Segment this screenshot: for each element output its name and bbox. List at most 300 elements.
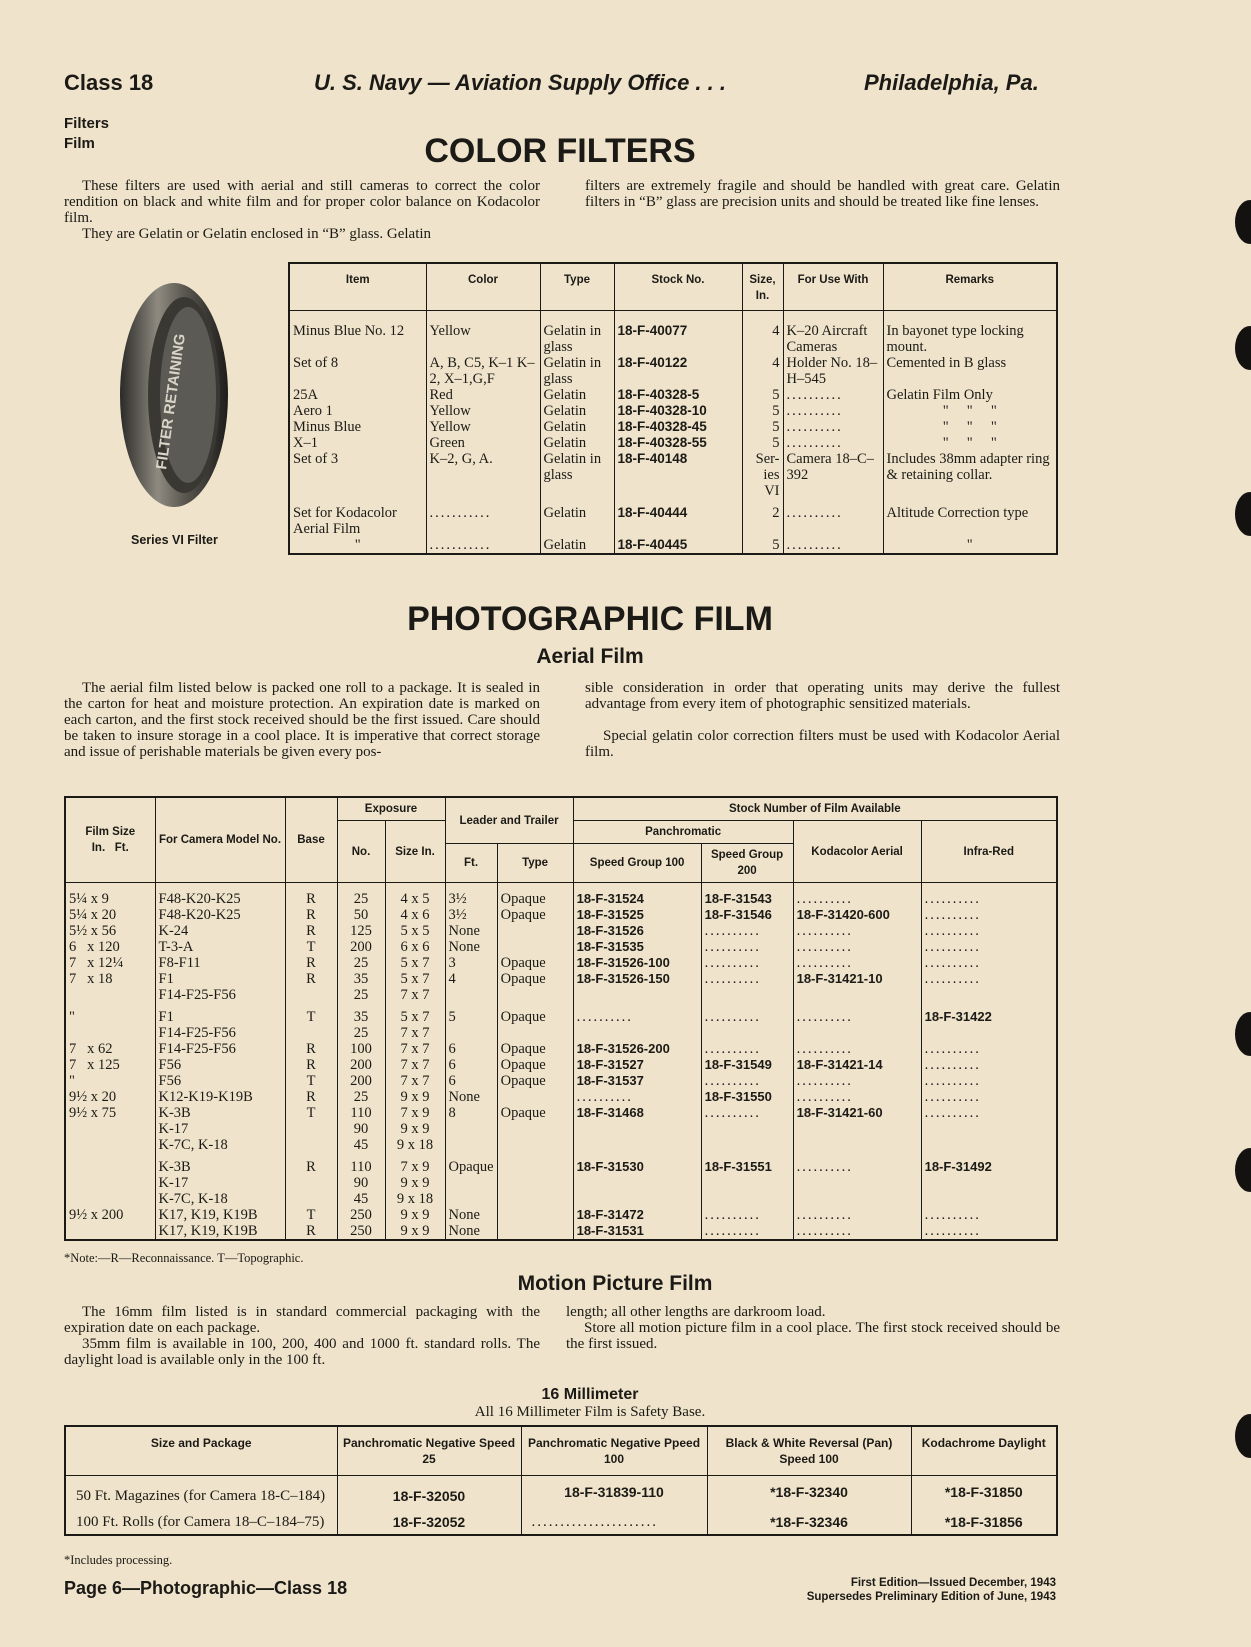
cell-base: R xyxy=(285,923,337,939)
cell-leader-type xyxy=(497,1191,573,1207)
color-filters-table xyxy=(288,262,1058,555)
cell-exposure-size: 9 x 9 xyxy=(385,1223,445,1240)
cell-exposure-no: 110 xyxy=(337,1153,385,1175)
cell-speed100: 18-F-31527 xyxy=(573,1057,701,1073)
table-row xyxy=(65,955,1057,971)
series-vi-filter-image xyxy=(118,280,230,510)
cell-leader-type xyxy=(497,987,573,1003)
cell-item: X–1 xyxy=(289,435,426,451)
section-side-label xyxy=(64,114,109,154)
table-row xyxy=(65,907,1057,923)
cell-size: 6 x 120 xyxy=(65,939,155,955)
cell-stock: 18-F-40445 xyxy=(614,537,742,554)
cell-size xyxy=(65,1137,155,1153)
cell-size: 2 xyxy=(742,499,783,537)
table-row xyxy=(65,1121,1057,1137)
cell-exposure-no: 200 xyxy=(337,1057,385,1073)
cell-base xyxy=(285,1121,337,1137)
table-row xyxy=(65,1137,1057,1153)
cell-camera: K-7C, K-18 xyxy=(155,1137,285,1153)
cell-stock: 18-F-40148 xyxy=(614,451,742,499)
cell-exposure-size: 7 x 7 xyxy=(385,1025,445,1041)
cell-color: ........... xyxy=(426,499,540,537)
cell-color: Yellow xyxy=(426,403,540,419)
cell-type: Gelatin xyxy=(540,499,614,537)
cell-exposure-no: 90 xyxy=(337,1121,385,1137)
cell-infrared: .......... xyxy=(924,1057,981,1073)
cell-speed100: 18-F-31468 xyxy=(573,1105,701,1121)
cell-size: 4 xyxy=(742,311,783,356)
cell-size xyxy=(65,1153,155,1175)
cell-leader-type xyxy=(497,1121,573,1137)
cell-camera: F8-F11 xyxy=(155,955,285,971)
cell-size: 5 xyxy=(742,419,783,435)
intro-paragraph: length; all other lengths are darkroom load. xyxy=(566,1304,826,1320)
cell-speed100: 18-F-31526-200 xyxy=(573,1041,701,1057)
cell-type: Gelatin in glass xyxy=(540,451,614,499)
table-row xyxy=(289,355,1057,387)
cell-infrared: .......... xyxy=(924,971,981,987)
office-label: U. S. Navy — Aviation Supply Office . . . xyxy=(314,70,726,95)
table-row xyxy=(65,1153,1057,1175)
cell-exposure-no: 25 xyxy=(337,987,385,1003)
cell-type: Gelatin xyxy=(540,537,614,554)
cell-pan-25: 18-F-32052 xyxy=(337,1508,521,1535)
cell-color: Red xyxy=(426,387,540,403)
cell-color: ........... xyxy=(426,537,540,554)
cell-camera: K-3B xyxy=(155,1105,285,1121)
table-row xyxy=(65,883,1057,908)
cell-use: .......... xyxy=(783,499,883,537)
cell-speed200: .......... xyxy=(701,939,793,955)
film-size-label: Film Size xyxy=(85,826,136,838)
cell-kodacolor: .......... xyxy=(793,1207,921,1223)
cell-leader-ft xyxy=(445,987,497,1003)
col-header-kodacolor: Kodacolor Aerial xyxy=(793,821,921,883)
cell-item: Minus Blue No. 12 xyxy=(289,311,426,356)
cell-speed200: .......... xyxy=(701,1073,793,1089)
col-header-use: For Use With xyxy=(783,263,883,311)
cell-exposure-no: 90 xyxy=(337,1175,385,1191)
cell-speed200: 18-F-31543 xyxy=(701,883,793,908)
cell-leader-type: Opaque xyxy=(497,907,573,923)
cell-use: .......... xyxy=(783,403,883,419)
aerial-film-intro-left xyxy=(64,680,540,760)
cell-kodachrome: *18-F-31850 xyxy=(944,1484,1023,1500)
table-row xyxy=(65,1041,1057,1057)
cell-speed100: 18-F-31535 xyxy=(573,939,701,955)
cell-base: R xyxy=(285,1041,337,1057)
cell-exposure-size: 4 x 6 xyxy=(385,907,445,923)
cell-kodacolor xyxy=(793,1191,921,1207)
cell-size: 4 xyxy=(742,355,783,387)
cell-speed200: 18-F-31546 xyxy=(701,907,793,923)
cell-size: " xyxy=(65,1003,155,1025)
cell-infrared: .......... xyxy=(924,1089,981,1105)
cell-leader-ft: None xyxy=(445,1223,497,1240)
aerial-film-table xyxy=(64,796,1058,1241)
cell-camera: K-7C, K-18 xyxy=(155,1191,285,1207)
cell-kodacolor: .......... xyxy=(793,1153,921,1175)
col-header-infrared: Infra-Red xyxy=(921,821,1057,883)
cell-speed100: 18-F-31526 xyxy=(573,923,701,939)
cell-remarks: Cemented in B glass xyxy=(886,355,1007,371)
col-header-ft: Ft. xyxy=(445,844,497,883)
cell-camera: F1 xyxy=(155,971,285,987)
color-filters-intro-right xyxy=(585,178,1060,210)
cell-size: 7 x 12¼ xyxy=(65,955,155,971)
table-row xyxy=(65,1105,1057,1121)
cell-leader-ft: 4 xyxy=(445,971,497,987)
cell-exposure-size: 5 x 7 xyxy=(385,1003,445,1025)
cell-size: 5½ x 56 xyxy=(65,923,155,939)
cell-type: Gelatin xyxy=(540,403,614,419)
col-header-size: Size, In. xyxy=(742,263,783,311)
cell-speed100: .......... xyxy=(573,1089,701,1105)
cell-size xyxy=(65,987,155,1003)
cell-camera: K-17 xyxy=(155,1175,285,1191)
table-row xyxy=(65,1223,1057,1240)
cell-exposure-no: 110 xyxy=(337,1105,385,1121)
city-label: Philadelphia, Pa. xyxy=(864,70,1039,95)
cell-size: 9½ x 20 xyxy=(65,1089,155,1105)
cell-leader-type: Opaque xyxy=(497,1105,573,1121)
cell-kodacolor xyxy=(793,1121,921,1137)
cell-speed100 xyxy=(573,1121,701,1137)
table-row xyxy=(65,1073,1057,1089)
cell-kodacolor xyxy=(793,987,921,1003)
cell-leader-type xyxy=(497,1025,573,1041)
cell-size: 7 x 62 xyxy=(65,1041,155,1057)
cell-use: K–20 Aircraft Cameras xyxy=(783,311,883,356)
cell-exposure-size: 9 x 18 xyxy=(385,1137,445,1153)
cell-color: A, B, C5, K–1 K–2, X–1,G,F xyxy=(426,355,540,387)
cell-leader-ft: 5 xyxy=(445,1003,497,1025)
cell-exposure-size: 9 x 9 xyxy=(385,1175,445,1191)
cell-size: " xyxy=(65,1073,155,1089)
cell-remarks: In bayonet type locking mount. xyxy=(886,323,1024,355)
cell-exposure-size: 7 x 7 xyxy=(385,987,445,1003)
cell-stock: 18-F-40328-45 xyxy=(614,419,742,435)
cell-leader-type xyxy=(497,1207,573,1223)
cell-speed100 xyxy=(573,1175,701,1191)
cell-use: Holder No. 18–H–545 xyxy=(783,355,883,387)
table-row xyxy=(289,387,1057,403)
cell-leader-type xyxy=(497,1137,573,1153)
side-label-film: Film xyxy=(64,135,95,152)
cell-infrared xyxy=(921,1137,1057,1153)
cell-leader-ft: None xyxy=(445,939,497,955)
cell-camera: K17, K19, K19B xyxy=(155,1207,285,1223)
cell-stock: 18-F-40077 xyxy=(614,311,742,356)
cell-size: 7 x 125 xyxy=(65,1057,155,1073)
cell-leader-type: Opaque xyxy=(497,1041,573,1057)
motion-picture-title: Motion Picture Film xyxy=(517,1272,713,1295)
cell-color: Yellow xyxy=(426,311,540,356)
color-filters-title: COLOR FILTERS xyxy=(424,132,696,170)
cell-speed100: 18-F-31537 xyxy=(573,1073,701,1089)
cell-leader-ft: 8 xyxy=(445,1105,497,1121)
cell-camera: F48-K20-K25 xyxy=(155,907,285,923)
table-row xyxy=(65,1191,1057,1207)
cell-remarks: Gelatin Film Only xyxy=(886,387,993,403)
cell-bw: *18-F-32340 xyxy=(707,1476,911,1509)
cell-size: 9½ x 75 xyxy=(65,1105,155,1121)
cell-camera: F56 xyxy=(155,1073,285,1089)
table-row xyxy=(65,1175,1057,1191)
table-row xyxy=(65,1025,1057,1041)
intro-paragraph: 35mm film is available in 100, 200, 400 and 1000 ft. standard rolls. The daylight load is available only in the 100 ft. xyxy=(64,1336,540,1368)
col-header-color: Color xyxy=(426,263,540,311)
cell-kodacolor: .......... xyxy=(793,1073,921,1089)
cell-leader-type xyxy=(497,1089,573,1105)
col-header-film-size xyxy=(65,797,155,883)
cell-infrared xyxy=(921,1175,1057,1191)
cell-size xyxy=(65,1121,155,1137)
cell-type: Gelatin in glass xyxy=(540,311,614,356)
cell-infrared: .......... xyxy=(924,923,981,939)
cell-size: 7 x 18 xyxy=(65,971,155,987)
cell-exposure-no: 25 xyxy=(337,955,385,971)
cell-item: Set for Kodacolor Aerial Film xyxy=(289,499,426,537)
cell-camera: F56 xyxy=(155,1057,285,1073)
intro-paragraph: sible consideration in order that operating units may derive the fullest advantage from every item of photographic sensitized materials. xyxy=(585,680,1060,712)
cell-speed100: 18-F-31530 xyxy=(573,1153,701,1175)
cell-speed100: 18-F-31531 xyxy=(573,1223,701,1240)
cell-speed200 xyxy=(701,1191,793,1207)
cell-type: Gelatin xyxy=(540,419,614,435)
cell-speed200: .......... xyxy=(701,1223,793,1240)
cell-exposure-no: 35 xyxy=(337,971,385,987)
cell-kodacolor xyxy=(793,1137,921,1153)
cell-base: R xyxy=(285,883,337,908)
cell-exposure-size: 4 x 5 xyxy=(385,883,445,908)
supersedes-line: Supersedes Preliminary Edition of June, 1943 xyxy=(806,1591,1056,1603)
cell-camera: K-24 xyxy=(155,923,285,939)
cell-base: R xyxy=(285,1223,337,1240)
motion-picture-intro-left xyxy=(64,1304,540,1368)
aerial-film-intro-right xyxy=(585,680,1060,760)
cell-exposure-size: 7 x 7 xyxy=(385,1057,445,1073)
cell-exposure-size: 9 x 9 xyxy=(385,1121,445,1137)
col-header-pan-25: Panchromatic Negative Speed 25 xyxy=(337,1426,521,1476)
intro-paragraph: They are Gelatin or Gelatin enclosed in “B” glass. Gelatin xyxy=(82,226,432,242)
table-row xyxy=(289,435,1057,451)
col-header-item: Item xyxy=(289,263,426,311)
cell-camera: K17, K19, K19B xyxy=(155,1223,285,1240)
mm16-footnote: *Includes processing. xyxy=(64,1553,173,1567)
cell-size: 100 Ft. Rolls (for Camera 18–C–184–75) xyxy=(65,1508,337,1535)
photographic-film-title: PHOTOGRAPHIC FILM xyxy=(407,600,773,638)
cell-leader-type: Opaque xyxy=(497,971,573,987)
col-header-remarks: Remarks xyxy=(883,263,1057,311)
page-footer-right xyxy=(720,1576,1056,1604)
cell-speed200 xyxy=(701,1025,793,1041)
cell-kodacolor: .......... xyxy=(793,1089,921,1105)
intro-paragraph: The aerial film listed below is packed one roll to a package. It is sealed in the carton for heat and moisture protection. An expiration date is marked on each carton, and the first stock received should be the first issued. Care should be taken to insure storage in a cool place. It is imperative that correct storage and issue of perishable materials be given every pos- xyxy=(64,680,540,760)
table-row xyxy=(65,987,1057,1003)
table-row xyxy=(65,1207,1057,1223)
cell-size: 5 xyxy=(742,435,783,451)
cell-size: Ser-ies VI xyxy=(742,451,783,499)
cell-camera: F14-F25-F56 xyxy=(155,1025,285,1041)
cell-infrared: .......... xyxy=(924,1041,981,1057)
cell-speed200 xyxy=(701,1175,793,1191)
filter-image-caption: Series VI Filter xyxy=(131,533,218,547)
cell-exposure-no: 25 xyxy=(337,1025,385,1041)
cell-item: Minus Blue xyxy=(289,419,426,435)
cell-speed200: .......... xyxy=(701,1105,793,1121)
cell-kodacolor xyxy=(793,1175,921,1191)
cell-leader-type xyxy=(497,923,573,939)
binder-hole xyxy=(1235,326,1251,370)
cell-kodacolor: .......... xyxy=(793,955,921,971)
cell-exposure-no: 25 xyxy=(337,883,385,908)
in-ft-label: In. Ft. xyxy=(91,842,129,854)
cell-exposure-size: 9 x 9 xyxy=(385,1207,445,1223)
cell-exposure-no: 125 xyxy=(337,923,385,939)
aerial-film-subtitle: Aerial Film xyxy=(536,645,644,668)
cell-infrared: .......... xyxy=(924,891,981,907)
cell-exposure-no: 100 xyxy=(337,1041,385,1057)
cell-speed100 xyxy=(573,1025,701,1041)
cell-speed100 xyxy=(573,1137,701,1153)
cell-base xyxy=(285,1025,337,1041)
cell-infrared: .......... xyxy=(924,955,981,971)
cell-base: T xyxy=(285,1073,337,1089)
cell-leader-type: Opaque xyxy=(497,955,573,971)
cell-exposure-no: 200 xyxy=(337,939,385,955)
table-row xyxy=(289,311,1057,356)
cell-infrared: .......... xyxy=(924,1073,981,1089)
cell-speed100: 18-F-31524 xyxy=(573,883,701,908)
table-row xyxy=(65,1003,1057,1025)
cell-base xyxy=(285,987,337,1003)
cell-speed200: .......... xyxy=(701,1003,793,1025)
cell-stock: 18-F-40122 xyxy=(614,355,742,387)
col-header-speed100: Speed Group 100 xyxy=(573,844,701,883)
cell-speed200 xyxy=(701,1137,793,1153)
cell-base: T xyxy=(285,939,337,955)
cell-base: T xyxy=(285,1003,337,1025)
cell-base: R xyxy=(285,1089,337,1105)
cell-pan-100: ...................... xyxy=(521,1508,707,1535)
col-header-stock: Stock No. xyxy=(614,263,742,311)
cell-leader-ft: 3½ xyxy=(445,883,497,908)
cell-use: .......... xyxy=(783,537,883,554)
cell-infrared xyxy=(921,1191,1057,1207)
cell-item: Aero 1 xyxy=(289,403,426,419)
cell-camera: K-3B xyxy=(155,1153,285,1175)
cell-size: 5¼ x 9 xyxy=(65,883,155,908)
col-header-kodachrome: Kodachrome Daylight xyxy=(911,1426,1057,1476)
binder-hole xyxy=(1235,1012,1251,1056)
cell-exposure-size: 5 x 7 xyxy=(385,971,445,987)
cell-exposure-size: 7 x 9 xyxy=(385,1153,445,1175)
col-header-no: No. xyxy=(337,821,385,883)
cell-speed100 xyxy=(573,1191,701,1207)
cell-kodacolor: 18-F-31421-60 xyxy=(793,1105,921,1121)
cell-leader-type xyxy=(497,1223,573,1240)
cell-speed100: 18-F-31472 xyxy=(573,1207,701,1223)
cell-use: .......... xyxy=(783,435,883,451)
table-row xyxy=(65,971,1057,987)
cell-leader-ft: 3½ xyxy=(445,907,497,923)
cell-speed200: .......... xyxy=(701,955,793,971)
cell-size: 50 Ft. Magazines (for Camera 18-C–184) xyxy=(65,1476,337,1509)
cell-speed200: 18-F-31549 xyxy=(701,1057,793,1073)
cell-camera: F14-F25-F56 xyxy=(155,1041,285,1057)
cell-kodacolor: .......... xyxy=(793,1223,921,1240)
class-label: Class 18 xyxy=(64,70,154,95)
cell-infrared: .......... xyxy=(924,907,981,923)
cell-item: Set of 3 xyxy=(289,451,426,499)
table-row xyxy=(65,1057,1057,1073)
cell-speed100: .......... xyxy=(573,1003,701,1025)
cell-kodachrome: *18-F-31856 xyxy=(944,1514,1023,1530)
cell-leader-type xyxy=(497,939,573,955)
cell-exposure-size: 7 x 7 xyxy=(385,1073,445,1089)
table-row xyxy=(289,451,1057,499)
cell-exposure-size: 9 x 9 xyxy=(385,1089,445,1105)
cell-kodacolor xyxy=(793,1025,921,1041)
cell-speed200: 18-F-31551 xyxy=(701,1153,793,1175)
cell-stock: 18-F-40328-10 xyxy=(614,403,742,419)
cell-leader-ft xyxy=(445,1025,497,1041)
intro-paragraph: Special gelatin color correction filters must be used with Kodacolor Aerial film. xyxy=(585,728,1060,760)
cell-color: Green xyxy=(426,435,540,451)
side-label-filters: Filters xyxy=(64,115,110,132)
cell-speed100: 18-F-31525 xyxy=(573,907,701,923)
cell-size xyxy=(65,1175,155,1191)
cell-base: R xyxy=(285,955,337,971)
table-row xyxy=(65,1508,1057,1535)
cell-color: Yellow xyxy=(426,419,540,435)
cell-exposure-no: 50 xyxy=(337,907,385,923)
cell-remarks: " " " xyxy=(942,435,997,451)
intro-paragraph: filters are extremely fragile and should be handled with great care. Gelatin filters in “B” glass are precision units and should be treated like fine lenses. xyxy=(585,178,1060,210)
col-header-pan-100: Panchromatic Negative Ppeed 100 xyxy=(521,1426,707,1476)
cell-exposure-no: 25 xyxy=(337,1089,385,1105)
col-header-panchromatic: Panchromatic xyxy=(573,821,793,844)
cell-exposure-no: 250 xyxy=(337,1223,385,1240)
cell-use: .......... xyxy=(783,387,883,403)
col-header-exposure: Exposure xyxy=(337,797,445,821)
cell-kodacolor: 18-F-31421-10 xyxy=(793,971,921,987)
cell-stock: 18-F-40328-5 xyxy=(614,387,742,403)
cell-leader-type xyxy=(497,1175,573,1191)
cell-exposure-size: 7 x 7 xyxy=(385,1041,445,1057)
cell-infrared: .......... xyxy=(924,1105,981,1121)
cell-speed200: .......... xyxy=(701,923,793,939)
cell-infrared: .......... xyxy=(924,1223,981,1239)
col-header-stock-available: Stock Number of Film Available xyxy=(573,797,1057,821)
intro-paragraph: Store all motion picture film in a cool place. The first stock received should be the first issued. xyxy=(566,1320,1060,1352)
page-footer-left: Page 6—Photographic—Class 18 xyxy=(64,1578,348,1598)
cell-base: R xyxy=(285,1153,337,1175)
aerial-film-rows xyxy=(65,883,1057,1241)
filter-ring-text: FILTER RETAINING xyxy=(153,332,190,471)
table-row xyxy=(289,537,1057,554)
cell-speed200 xyxy=(701,1121,793,1137)
cell-camera: F14-F25-F56 xyxy=(155,987,285,1003)
cell-exposure-no: 35 xyxy=(337,1003,385,1025)
cell-infrared: 18-F-31492 xyxy=(924,1159,992,1174)
table-row xyxy=(65,923,1057,939)
cell-base: R xyxy=(285,971,337,987)
cell-exposure-no: 45 xyxy=(337,1191,385,1207)
cell-type: Gelatin in glass xyxy=(540,355,614,387)
